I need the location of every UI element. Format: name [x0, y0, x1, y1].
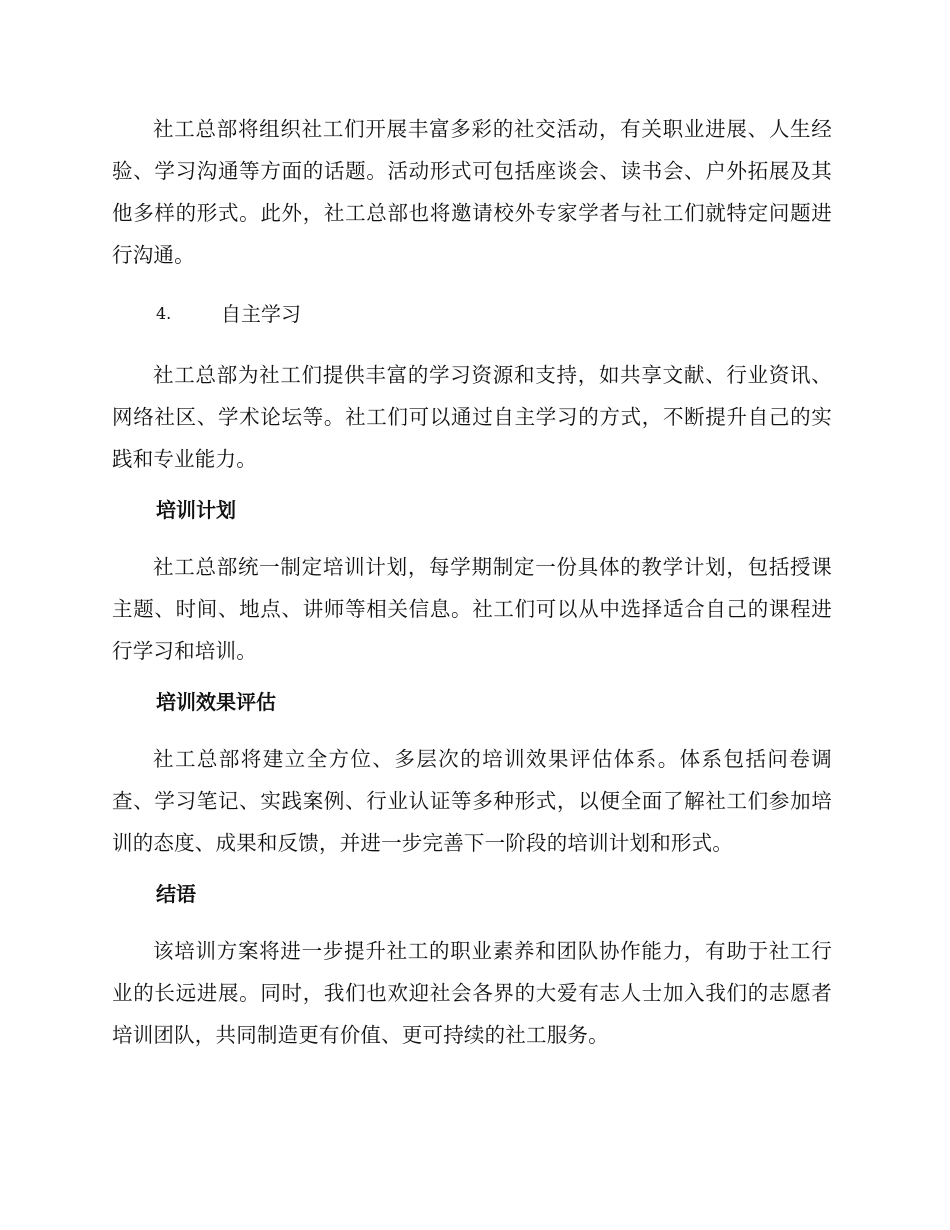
document-body: [112, 108, 832, 1056]
evaluation-heading: 培训效果评估: [156, 690, 276, 714]
evaluation-paragraph: 社工总部将建立全方位、多层次的培训效果评估体系。体系包括问卷调查、学习笔记、实践案例、行业认证等多种形式，以便全面了解社工们参加培训的态度、成果和反馈，并进一步完善下一阶段的培训计划和形式。: [112, 747, 832, 855]
self-study-paragraph: 社工总部为社工们提供丰富的学习资源和支持，如共享文献、行业资讯、网络社区、学术论坛等。社工们可以通过自主学习的方式，不断提升自己的实践和专业能力。: [112, 363, 832, 471]
training-plan-heading: 培训计划: [156, 498, 236, 522]
intro-paragraph: 社工总部将组织社工们开展丰富多彩的社交活动，有关职业进展、人生经验、学习沟通等方面的话题。活动形式可包括座谈会、读书会、户外拓展及其他多样的形式。此外，社工总部也将邀请校外专家学者与社工们就特定问题进行沟通。: [112, 117, 832, 267]
training-plan-paragraph: 社工总部统一制定培训计划，每学期制定一份具体的教学计划，包括授课主题、时间、地点、讲师等相关信息。社工们可以从中选择适合自己的课程进行学习和培训。: [112, 555, 832, 663]
conclusion-heading: 结语: [156, 882, 196, 906]
list-item-4: [112, 296, 832, 332]
conclusion-paragraph: 该培训方案将进一步提升社工的职业素养和团队协作能力，有助于社工行业的长远进展。同时，我们也欢迎社会各界的大爱有志人士加入我们的志愿者培训团队，共同制造更有价值、更可持续的社工服务。: [112, 939, 832, 1047]
list-item-title: 自主学习: [221, 302, 301, 326]
list-item-number: 4.: [156, 304, 172, 323]
